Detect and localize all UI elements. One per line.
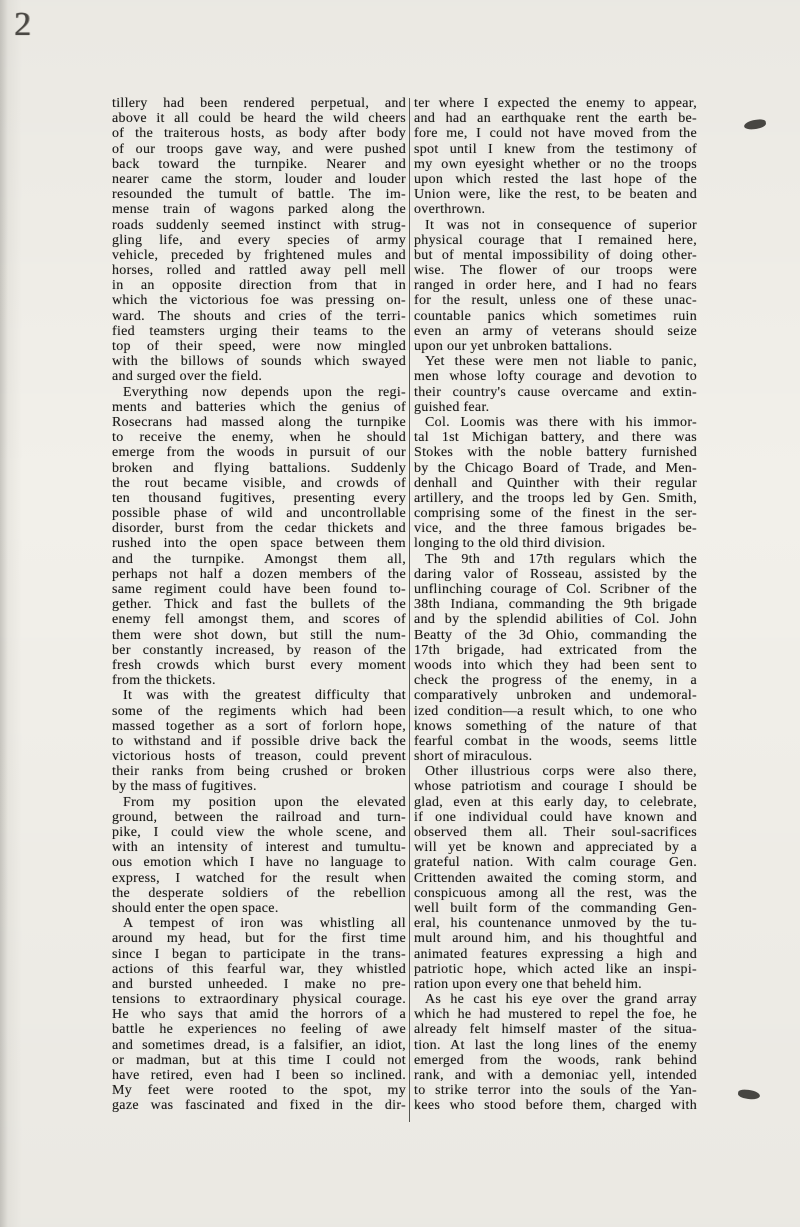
- text-line: denhall and Quinther with their regular: [414, 475, 697, 491]
- text-line: vehicle, preceded by frightened mules and: [112, 247, 406, 263]
- text-line: whose patriotism and courage I should be: [414, 779, 697, 795]
- text-line: even an army of veterans should seize: [414, 323, 697, 339]
- text-line: well built form of the commanding Gen-: [414, 900, 697, 916]
- text-line: knows something of the nature of that: [414, 718, 697, 734]
- text-line: short of miraculous.: [414, 749, 533, 765]
- text-line: nearer came the storm, louder and louder: [112, 171, 406, 187]
- text-line: He who says that amid the horrors of a: [112, 1007, 406, 1023]
- text-line: ous emotion which I have no language to: [112, 855, 406, 871]
- text-line: broken and flying battalions. Suddenly: [112, 460, 406, 476]
- text-line: rank, and with a demoniac yell, intended: [414, 1068, 697, 1083]
- text-line: rushed into the open space between them: [112, 536, 406, 552]
- text-line: some of the regiments which had been: [112, 703, 406, 719]
- text-line: ized condition—a result which, to one who: [414, 703, 697, 719]
- column-right: [414, 96, 697, 1114]
- text-line: A tempest of iron was whistling all: [123, 916, 406, 932]
- text-line: and surged over the field.: [112, 369, 263, 385]
- paragraph: [414, 96, 697, 218]
- text-line: of the traiterous hosts, as body after body: [112, 126, 406, 142]
- text-line: longing to the old third division.: [414, 536, 606, 552]
- text-line: guished fear.: [414, 399, 490, 415]
- text-line: unflinching courage of Col. Scribner of the: [414, 582, 697, 597]
- text-line: above it all could be heard the wild cheers: [112, 111, 406, 127]
- text-line: It was with the greatest difficulty that: [123, 688, 406, 704]
- text-line: spot until I knew from the testimony of: [414, 141, 697, 157]
- text-line: pike, I could view the whole scene, and: [112, 825, 406, 840]
- text-line: of our troops gave way, and were pushed: [112, 141, 406, 157]
- text-line: to withstand and if possible drive back the: [112, 733, 406, 749]
- text-line: wise. The flower of our troops were: [414, 263, 697, 279]
- text-line: Rosecrans had massed along the turnpike: [112, 414, 406, 430]
- text-line: should enter the open space.: [112, 900, 279, 916]
- text-line: from the thickets.: [112, 673, 216, 689]
- text-line: to receive the enemy, when he should: [112, 430, 406, 446]
- text-line: back toward the turnpike. Nearer and: [112, 156, 406, 172]
- text-line: possible phase of wild and uncontrollable: [112, 506, 406, 522]
- text-line: Everything now depends upon the regi-: [123, 384, 406, 400]
- text-line: the rout became visible, and crowds of: [112, 475, 406, 491]
- text-line: Other illustrious corps were also there,: [425, 764, 697, 780]
- text-line: upon our yet unbroken battalions.: [414, 339, 613, 354]
- text-line: horses, rolled and rattled away pell mell: [112, 263, 406, 279]
- text-line: which the victorious foe was pressing on-: [112, 293, 406, 309]
- text-line: and the turnpike. Amongst them all,: [112, 551, 406, 567]
- paragraph: [414, 354, 697, 415]
- text-line: ten thousand fugitives, presenting every: [112, 490, 406, 506]
- text-line: check the progress of the enemy, in a: [414, 673, 697, 689]
- text-line: comparatively unbroken and undemoral-: [414, 688, 697, 704]
- text-line: and sometimes dread, is a falsifier, an idiot,: [112, 1037, 406, 1053]
- text-line: ments and batteries which the genius of: [112, 399, 406, 415]
- text-line: have retired, even had I been so inclined.: [112, 1068, 406, 1083]
- text-line: in an opposite direction from that in: [112, 278, 406, 294]
- text-line: gling life, and every species of army: [112, 232, 406, 248]
- text-line: same regiment could have been found to-: [112, 582, 406, 597]
- text-line: upon which rested the last hope of the: [414, 171, 697, 187]
- text-line: vice, and the three famous brigades be-: [414, 521, 697, 537]
- text-line: ber constantly increased, by reason of the: [112, 642, 406, 658]
- paragraph: [112, 688, 406, 794]
- text-line: grateful nation. With calm courage Gen.: [414, 855, 697, 871]
- paragraph: [414, 552, 697, 765]
- text-line: with the billows of sounds which swayed: [112, 354, 406, 370]
- text-line: resounded the tumult of battle. The im-: [112, 187, 406, 203]
- text-line: gether. Thick and fast the bullets of the: [112, 597, 406, 613]
- text-line: Yet these were men not liable to panic,: [425, 354, 697, 370]
- text-line: victorious hosts of treason, could prevent: [112, 749, 406, 765]
- text-line: if one individual could have known and: [414, 809, 697, 825]
- text-line: daring valor of Rosseau, assisted by the: [414, 566, 697, 582]
- text-line: artillery, and the troops led by Gen. Smith,: [414, 490, 697, 506]
- text-line: glad, even at this early day, to celebrate,: [414, 794, 697, 810]
- paragraph: [414, 218, 697, 355]
- text-line: mult around him, and his thoughtful and: [414, 931, 697, 947]
- text-line: enemy fell amongst them, and scores of: [112, 612, 406, 628]
- paragraph: [112, 916, 406, 1113]
- text-line: conspicuous among all the rest, was the: [414, 885, 697, 901]
- text-line: 17th brigade, had extricated from the: [414, 642, 697, 658]
- text-line: Stokes with the noble battery furnished: [414, 445, 697, 461]
- text-line: emerge from the woods in pursuit of our: [112, 445, 406, 461]
- paragraph: [414, 992, 697, 1114]
- text-line: and bursted unheeded. I make no pre-: [112, 976, 406, 992]
- text-line: My feet were rooted to the spot, my: [112, 1083, 406, 1099]
- text-line: by the Chicago Board of Trade, and Men-: [414, 460, 697, 476]
- text-line: fied teamsters urging their teams to the: [112, 323, 406, 339]
- text-line: animated features expressing a high and: [414, 946, 697, 962]
- text-line: eral, his countenance unmoved by the tu-: [414, 916, 697, 932]
- text-line: by the mass of fugitives.: [112, 779, 257, 795]
- paragraph: [112, 96, 406, 385]
- text-line: As he cast his eye over the grand array: [425, 992, 697, 1008]
- text-line: to strike terror into the souls of the Yan-: [414, 1083, 697, 1099]
- text-line: mense train of wagons parked along the: [112, 202, 406, 218]
- text-line: 38th Indiana, commanding the 9th brigade: [414, 597, 697, 613]
- column-left: [112, 96, 406, 1114]
- text-line: for the result, unless one of these unac-: [414, 293, 697, 309]
- text-line: comprising some of the finest in the ser-: [414, 506, 697, 522]
- text-line: physical courage that I remained here,: [414, 232, 697, 248]
- text-line: Crittenden awaited the coming storm, and: [414, 870, 697, 886]
- text-line: the desperate soldiers of the rebellion: [112, 885, 406, 901]
- text-line: already felt himself master of the situa-: [414, 1022, 697, 1038]
- text-line: ward. The shouts and cries of the terri-: [112, 308, 406, 324]
- text-line: From my position upon the elevated: [123, 794, 406, 810]
- text-line: Col. Loomis was there with his immor-: [425, 414, 697, 430]
- text-line: battle he experiences no feeling of awe: [112, 1022, 406, 1038]
- paragraph: [112, 795, 406, 917]
- text-line: countable panics which sometimes ruin: [414, 308, 697, 324]
- column-divider: [409, 98, 410, 1122]
- text-line: woods into which they had been sent to: [414, 657, 697, 673]
- text-line: will yet be known and appreciated by a: [414, 840, 697, 856]
- text-line: ter where I expected the enemy to appear,: [414, 96, 697, 111]
- text-line: fearful combat in the woods, seems little: [414, 733, 697, 749]
- text-line: patriotic hope, which acted like an inspi-: [414, 961, 697, 977]
- text-line: their ranks from being crushed or broken: [112, 764, 406, 780]
- text-line: Beatty of the 3d Ohio, commanding the: [414, 627, 697, 643]
- ink-smudge: [743, 119, 766, 131]
- paragraph: [414, 415, 697, 552]
- text-line: and by the splendid abilities of Col. John: [414, 612, 697, 628]
- text-line: tion. At last the long lines of the enemy: [414, 1037, 697, 1053]
- text-line: overthrown.: [414, 202, 486, 218]
- text-line: their country's cause overcame and extin-: [414, 384, 697, 400]
- text-line: disorder, burst from the cedar thickets and: [112, 521, 406, 537]
- text-line: around my head, but for the first time: [112, 931, 406, 947]
- ink-smudge: [738, 1089, 761, 1100]
- text-line: ranged in order here, and I had no fears: [414, 278, 697, 294]
- text-line: or madman, but at this time I could not: [112, 1052, 406, 1068]
- text-line: tillery had been rendered perpetual, and: [112, 96, 406, 111]
- text-line: massed together as a sort of forlorn hope,: [112, 718, 406, 734]
- text-line: since I began to participate in the trans-: [112, 946, 406, 962]
- text-line: roads suddenly seemed instinct with strug-: [112, 217, 406, 233]
- text-line: but of mental impossibility of doing other-: [414, 247, 697, 263]
- text-line: It was not in consequence of superior: [425, 217, 697, 233]
- text-line: express, I watched for the result when: [112, 870, 406, 886]
- text-line: fresh crowds which burst every moment: [112, 657, 406, 673]
- text-line: ration upon every one that beheld him.: [414, 976, 642, 992]
- page-number: 2: [14, 6, 31, 43]
- text-line: fore me, I could not have moved from the: [414, 126, 697, 142]
- paragraph: [414, 764, 697, 992]
- text-line: perhaps not half a dozen members of the: [112, 566, 406, 582]
- text-line: men whose lofty courage and devotion to: [414, 369, 697, 385]
- paragraph: [112, 385, 406, 689]
- text-line: which he had mustered to repel the foe, he: [414, 1007, 697, 1023]
- text-line: kees who stood before them, charged with: [414, 1098, 697, 1114]
- text-line: Union were, like the rest, to be beaten and: [414, 187, 697, 203]
- text-line: tensions to extraordinary physical courage.: [112, 992, 406, 1008]
- text-line: with an intensity of interest and tumultu-: [112, 840, 406, 856]
- text-line: actions of this fearful war, they whistled: [112, 961, 406, 977]
- text-line: observed them all. Their soul-sacrifices: [414, 825, 697, 840]
- text-line: top of their speed, were now mingled: [112, 339, 406, 354]
- text-line: tal 1st Michigan battery, and there was: [414, 430, 697, 446]
- text-line: The 9th and 17th regulars which the: [425, 551, 697, 567]
- text-line: emerged from the woods, rank behind: [414, 1052, 697, 1068]
- text-line: gaze was fascinated and fixed in the dir-: [112, 1098, 406, 1114]
- text-line: and had an earthquake rent the earth be-: [414, 111, 697, 127]
- text-line: my own eyesight whether or no the troops: [414, 156, 697, 172]
- text-line: them were shot down, but still the num-: [112, 627, 406, 643]
- text-line: ground, between the railroad and turn-: [112, 809, 406, 825]
